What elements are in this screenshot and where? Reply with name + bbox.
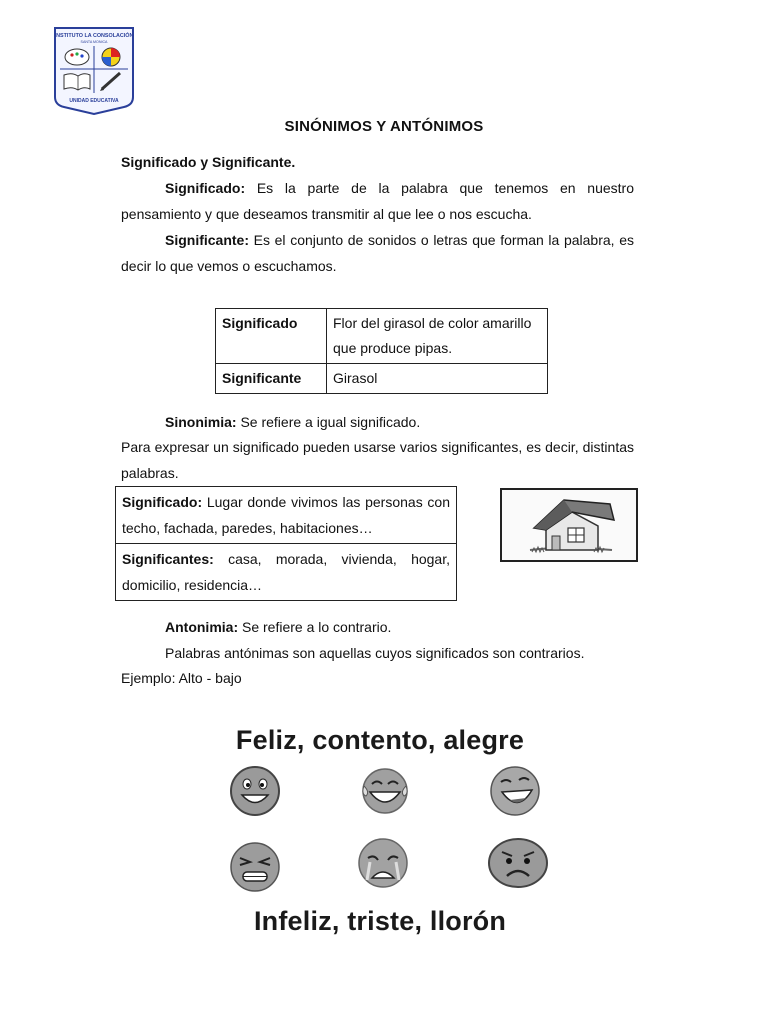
intro-heading: Significado y Significante. [121,154,296,170]
logo-bottom-text: UNIDAD EDUCATIVA [69,98,119,104]
casa-significantes-label: Significantes: [122,551,214,567]
table-value-significante: Girasol [327,364,548,394]
table-row [216,364,548,394]
antonimia-paragraph: Palabras antónimas son aquellas cuyos significados son contrarios. [165,645,585,661]
table-label-significado: Significado [216,309,327,364]
casa-significado [116,487,456,543]
casa-significantes-text: casa, morada, vivienda, hogar, domicilio, residencia… [122,551,450,593]
sinonimia-label: Sinonimia: [165,414,237,430]
school-logo [52,25,136,115]
significado-text: Es la parte de la palabra que tenemos en nuestro pensamiento y que deseamos transmitir al que lee o nos escucha. [121,180,634,222]
table-label-significante: Significante [216,364,327,394]
logo-sub-text: SANTA MONICA [80,40,108,44]
significado-label: Significado: [165,180,246,196]
casa-box [115,486,457,601]
significante-text: Es el conjunto de sonidos o letras que forman la palabra, es decir lo que vemos o escuchamos. [121,232,634,274]
antonimia-text: Se refiere a lo contrario. [238,619,392,635]
significante-label: Significante: [165,232,250,248]
house-icon [500,488,638,562]
frowning-face-icon [488,836,542,890]
sinonimia-line [121,409,634,435]
sad-caption: Infeliz, triste, llorón [253,906,507,936]
table-value-line: Flor del girasol de color amarillo [333,315,532,331]
logo-top-text: INSTITUTO LA CONSOLACIÓN [54,33,134,39]
table-value-significado [327,309,548,364]
laughing-tears-face-icon [358,764,412,818]
grinning-face-icon [228,764,282,818]
significante-paragraph [121,227,634,279]
antonimia-label: Antonimia: [165,619,239,635]
antonimia-line [121,614,634,640]
crying-face-icon [356,836,410,890]
table-row [216,309,548,364]
laughing-face-icon [488,764,542,818]
page-title: SINÓNIMOS Y ANTÓNIMOS [284,118,484,135]
girasol-table [215,308,548,394]
table-value-line: que produce pipas. [333,340,453,356]
significado-paragraph [121,175,634,227]
sinonimia-text: Se refiere a igual significado. [236,414,421,430]
casa-significado-text: Lugar donde vivimos las personas con techo, fachada, paredes, habitaciones… [122,494,450,536]
casa-significantes [116,543,456,600]
happy-caption: Feliz, contento, alegre [235,725,525,755]
weary-face-icon [228,840,282,894]
casa-significado-label: Significado: [122,494,203,510]
antonimia-example: Ejemplo: Alto - bajo [121,670,242,686]
sinonimia-paragraph: Para expresar un significado pueden usarse varios significantes, es decir, distintas palabras. [121,439,634,481]
